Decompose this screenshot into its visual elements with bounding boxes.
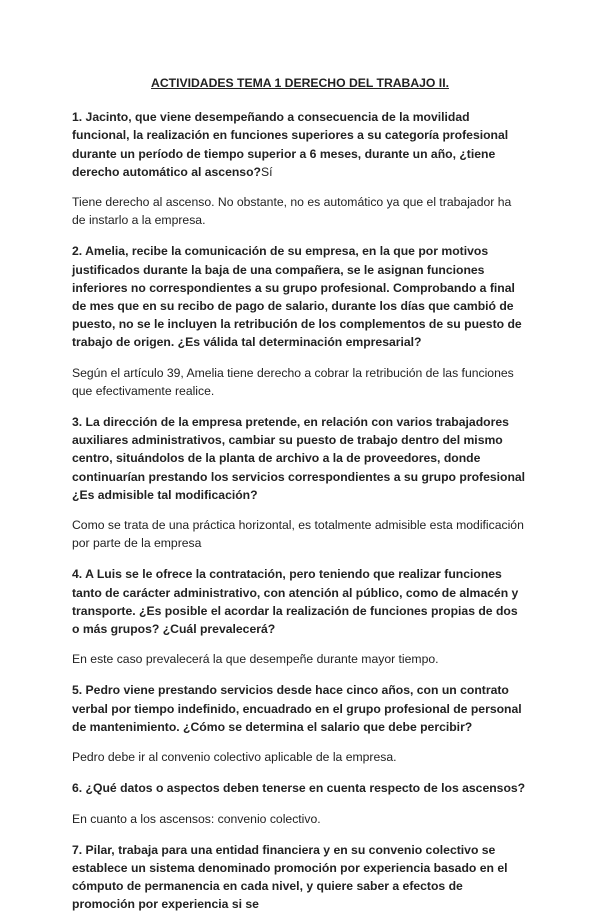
question-5: 5. Pedro viene prestando servicios desde hace cinco años, con un contrato verbal por tiempo indefinido, encuadrado en el grupo profesional de personal de mantenimiento. ¿Cómo se determina el salario que debe percibir? [72, 683, 522, 734]
question-1-text: 1. Jacinto, que viene desempeñando a consecuencia de la movilidad funcional, la realización en funciones superiores a su categoría profesional durante un período de tiempo superior a 6 meses, durante un año, ¿tiene derecho automático al ascenso? [72, 110, 509, 179]
answer-3: Como se trata de una práctica horizontal, es totalmente admisible esta modificación por parte de la empresa [72, 518, 524, 551]
answer-5: Pedro debe ir al convenio colectivo aplicable de la empresa. [72, 750, 397, 765]
answer-4: En este caso prevalecerá la que desempeñe durante mayor tiempo. [72, 652, 439, 667]
question-6: 6. ¿Qué datos o aspectos deben tenerse en cuenta respecto de los ascensos? [72, 781, 526, 796]
question-1 [72, 108, 528, 181]
question-4: 4. A Luis se le ofrece la contratación, pero teniendo que realizar funciones tanto de carácter administrativo, con atención al público, como de almacén y transporte. ¿Es posible el acordar la realización de funciones propias de dos o más grupos? ¿Cuál prevalecerá? [72, 567, 519, 637]
answer-1: Tiene derecho al ascenso. No obstante, no es automático ya que el trabajador ha de instarlo a la empresa. [72, 195, 512, 228]
question-2: 2. Amelia, recibe la comunicación de su empresa, en la que por motivos justificados durante la baja de una compañera, se le asignan funciones inferiores no correspondientes a su grupo profesional. Comprobando a final de mes que en su recibo de pago de salario, durante los días que cambió de puesto, no se le incluyen la retribución de los complementos de su puesto de trabajo de origen. ¿Es válida tal determinación empresarial? [72, 244, 522, 350]
question-3: 3. La dirección de la empresa pretende, en relación con varios trabajadores auxiliares administrativos, cambiar su puesto de trabajo dentro del mismo centro, situándolos de la planta de archivo a la de proveedores, donde continuarían prestando los servicios correspondientes a su grupo profesional ¿Es admisible tal modificación? [72, 415, 526, 502]
answer-2: Según el artículo 39, Amelia tiene derecho a cobrar la retribución de las funciones que efectivamente realice. [72, 365, 514, 398]
question-7: 7. Pilar, trabaja para una entidad financiera y en su convenio colectivo se establece un sistema denominado promoción por experiencia basado en el cómputo de permanencia en cada nivel, y quiere saber a efectos de promoción por experiencia si se [72, 842, 508, 912]
answer-6: En cuanto a los ascensos: convenio colectivo. [72, 811, 321, 826]
question-1-inline-answer: Sí [260, 164, 273, 179]
page-title: ACTIVIDADES TEMA 1 DERECHO DEL TRABAJO II. [151, 76, 449, 90]
